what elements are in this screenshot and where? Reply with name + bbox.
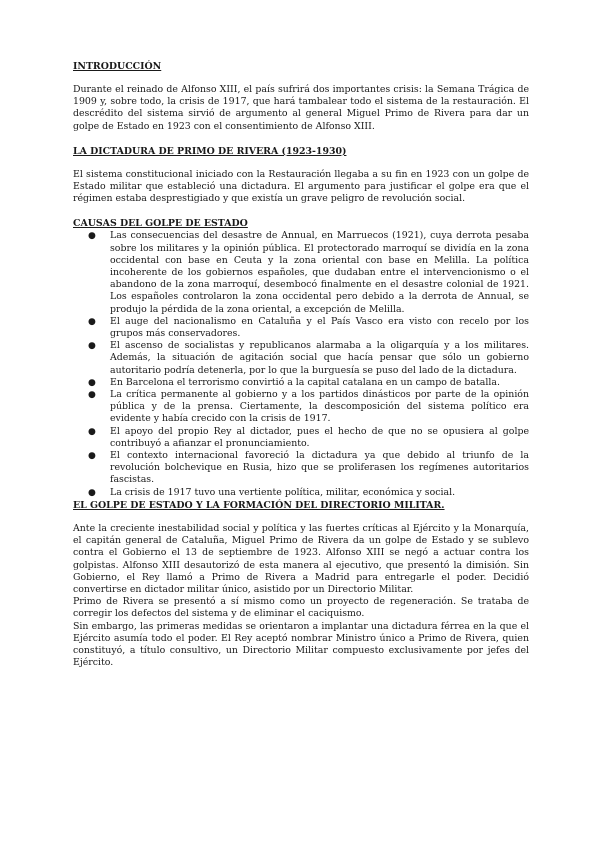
golpe-paragraph-2: Primo de Rivera se presentó a sí mismo como un proyecto de regeneración. Se trataba de corregir los defectos del sistema y de eliminar el caciquismo. xyxy=(73,596,529,620)
intro-paragraph: Durante el reinado de Alfonso XIII, el país sufrirá dos importantes crisis: la Semana Trágica de 1909 y, sobre todo, la crisis de 1917, que hará tambalear todo el sistema de la restauración. El descrédito del sistema sirvió de argumento al general Miguel Primo de Rivera para dar un golpe de Estado en 1923 con el consentimiento de Alfonso XIII. xyxy=(73,84,529,132)
dictadura-paragraph: El sistema constitucional iniciado con la Restauración llegaba a su fin en 1923 con un golpe de Estado militar que estableció una dictadura. El argumento para justificar el golpe era que el régimen estaba desprestigiado y que existía un grave peligro de revolución social. xyxy=(73,168,529,205)
list-item: ● La crítica permanente al gobierno y a los partidos dinásticos por parte de la opinión pública y de la prensa. Ciertamente, la descomposición del sistema político era evidente y había crecido con la crisis de 1917. xyxy=(88,389,529,425)
bullet-icon: ● xyxy=(88,426,96,437)
golpe-paragraph-3: Sin embargo, las primeras medidas se orientaron a implantar una dictadura férrea en la que el Ejército asumía todo el poder. El Rey aceptó nombrar Ministro único a Primo de Rivera, quien constituyó, a título consultivo, un Directorio Militar compuesto exclusivamente por jefes del Ejército. xyxy=(73,620,529,669)
section-heading-golpe-directorio: EL GOLPE DE ESTADO Y LA FORMACIÓN DEL DIRECTORIO MILITAR. xyxy=(73,499,445,511)
list-item: ● En Barcelona el terrorismo convirtió a la capital catalana en un campo de batalla. xyxy=(88,376,500,388)
document-page xyxy=(73,60,529,669)
bullet-icon: ● xyxy=(88,377,96,388)
bullet-icon: ● xyxy=(88,316,96,327)
list-item: ● El contexto internacional favoreció la dictadura ya que debido al triunfo de la revolución bolchevique en Rusia, hizo que se proliferasen los regímenes autoritarios fascistas. xyxy=(88,450,529,486)
bullet-icon: ● xyxy=(88,487,96,498)
section-heading-dictadura: LA DICTADURA DE PRIMO DE RIVERA (1923-1930) xyxy=(73,145,347,157)
list-item: ● Las consecuencias del desastre de Annual, en Marruecos (1921), cuya derrota pesaba sobre los militares y la opinión pública. El protectorado marroquí se dividía en la zona occidental con base en Ceuta y la zona oriental con base en Melilla. La política incoherente de los gobiernos españoles, que dudaban entre el intervencionismo o el abandono de la zona marroquí, desembocó finalmente en el desastre colonial de 1921. Los españoles controlaron la zona occidental pero debido a la derrota de Annual, se produjo la pérdida de la zona oriental, a excepción de Melilla. xyxy=(88,230,529,315)
section-heading-causas: CAUSAS DEL GOLPE DE ESTADO xyxy=(73,218,248,230)
bullet-icon: ● xyxy=(88,341,96,352)
list-item: ● El apoyo del propio Rey al dictador, pues el hecho de que no se opusiera al golpe contribuyó a afianzar el pronunciamiento. xyxy=(88,425,529,449)
bullet-icon: ● xyxy=(88,231,96,242)
causes-list xyxy=(73,230,529,498)
bullet-icon: ● xyxy=(88,451,96,462)
list-item: ● El ascenso de socialistas y republicanos alarmaba a la oligarquía y a los militares. Además, la situación de agitación social que hacía pensar que sólo un gobierno autoritario podría detenerla, por lo que la burguesía se puso del lado de la dictadura. xyxy=(88,340,529,376)
golpe-paragraph-1: Ante la creciente inestabilidad social y política y las fuertes críticas al Ejército y la Monarquía, el capitán general de Cataluña, Miguel Primo de Rivera da un golpe de Estado y se sublevo contra el Gobierno el 13 de septiembre de 1923. Alfonso XIII se negó a actuar contra los golpistas. Alfonso XIII desautorizó de esta manera al ejecutivo, que presentó la dimisión. Sin Gobierno, el Rey llamó a Primo de Rivera a Madrid para entregarle el poder. Decidió convertirse en dictador militar único, asistido por un Directorio Militar. xyxy=(73,522,529,595)
list-item: ● La crisis de 1917 tuvo una vertiente política, militar, económica y social. xyxy=(88,486,456,498)
section-heading-introduccion: INTRODUCCIÓN xyxy=(73,61,162,72)
list-item: ● El auge del nacionalismo en Cataluña y el País Vasco era visto con recelo por los grupos más conservadores. xyxy=(88,315,529,340)
bullet-icon: ● xyxy=(88,390,96,401)
